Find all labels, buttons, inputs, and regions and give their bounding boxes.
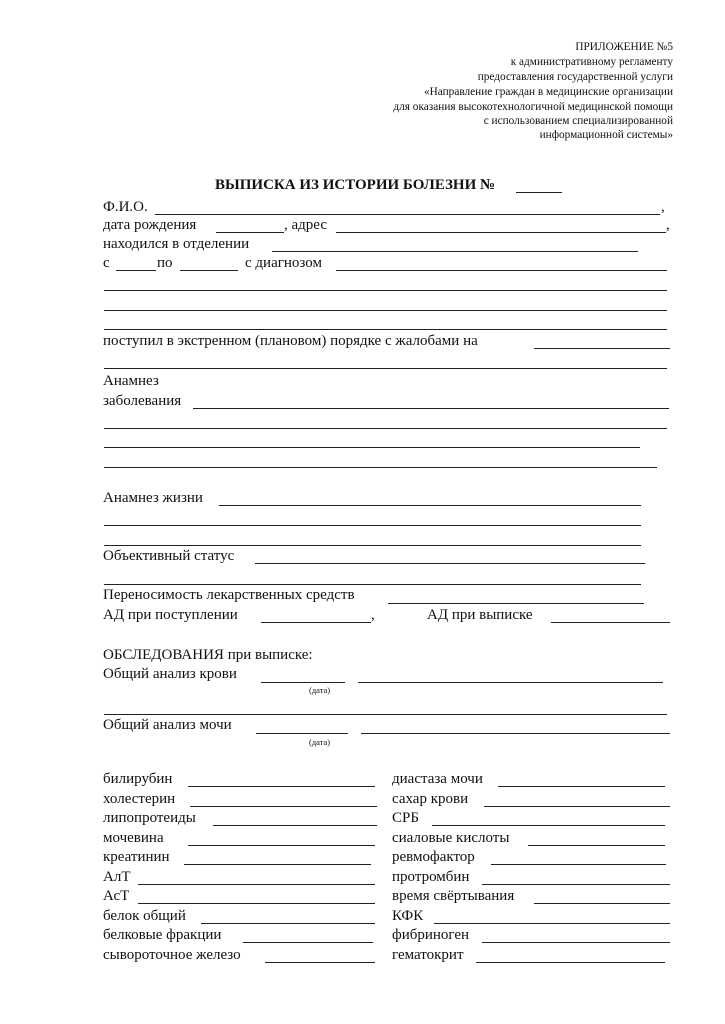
address-label: , адрес [284,217,327,233]
lab-field[interactable] [482,884,670,885]
lab-field[interactable] [184,864,371,865]
lab-label: КФК [392,908,424,924]
lab-field[interactable] [190,806,377,807]
address-field[interactable] [336,232,666,233]
lab-label: креатинин [103,849,170,865]
exams-heading: ОБСЛЕДОВАНИЯ при выписке: [103,647,313,663]
lab-label: липопротеиды [103,810,196,826]
lab-label: фибриноген [392,927,470,943]
admitted-label: поступил в экстренном (плановом) порядке с жалобами на [103,333,478,349]
urine-test-result-field[interactable] [361,733,670,734]
lab-field[interactable] [534,903,670,904]
document-number-field[interactable] [516,192,562,193]
drug-tolerance-label: Переносимость лекарственных средств [103,587,355,603]
lab-label: ревмофактор [392,849,475,865]
lab-field[interactable] [432,825,665,826]
lab-field[interactable] [434,923,670,924]
document-title: ВЫПИСКА ИЗ ИСТОРИИ БОЛЕЗНИ № [215,177,496,193]
lab-label: белковые фракции [103,927,222,943]
date-caption: (дата) [309,737,331,747]
objective-status-label: Объективный статус [103,548,235,564]
anamnesis-label: Анамнез [103,373,159,389]
lab-field[interactable] [484,806,670,807]
comma: , [371,607,375,623]
lab-label: сахар крови [392,791,469,807]
department-label: находился в отделении [103,236,250,252]
lab-label: время свёртывания [392,888,515,904]
lab-field[interactable] [491,864,666,865]
anamnesis-line[interactable] [104,428,667,429]
lab-field[interactable] [498,786,665,787]
to-date-field[interactable] [180,270,238,271]
lab-label: белок общий [103,908,186,924]
lab-field[interactable] [482,942,670,943]
complaints-line[interactable] [104,368,667,369]
objective-status-line[interactable] [104,584,641,585]
objective-status-field[interactable] [255,563,645,564]
from-date-field[interactable] [116,270,156,271]
birth-date-field[interactable] [216,232,284,233]
life-anamnesis-label: Анамнез жизни [103,490,203,506]
anamnesis-line[interactable] [104,447,640,448]
diagnosis-line[interactable] [104,329,667,330]
header-line: «Направление граждан в медицинские организации [423,86,673,98]
life-anamnesis-line[interactable] [104,525,641,526]
lab-label: билирубин [103,771,173,787]
header-line: предоставления государственной услуги [477,71,673,83]
anamnesis-field[interactable] [193,408,669,409]
anamnesis-label-cont: заболевания [103,393,182,409]
urine-test-label: Общий анализ мочи [103,717,232,733]
fio-label: Ф.И.О. [103,199,148,215]
lab-field[interactable] [213,825,377,826]
diagnosis-line[interactable] [104,290,667,291]
life-anamnesis-field[interactable] [219,505,641,506]
diagnosis-field[interactable] [336,270,667,271]
lab-label: сывороточное железо [103,947,241,963]
diagnosis-label: с диагнозом [245,255,322,271]
from-label: с [103,255,110,271]
lab-field[interactable] [201,923,375,924]
bp-discharge-field[interactable] [551,622,670,623]
blood-test-date-field[interactable] [261,682,345,683]
bp-admission-field[interactable] [261,622,371,623]
drug-tolerance-field[interactable] [388,603,644,604]
lab-label: АсТ [103,888,130,904]
date-caption: (дата) [309,685,331,695]
header-line: к административному регламенту [510,56,673,68]
lab-field[interactable] [138,884,375,885]
urine-test-date-field[interactable] [256,733,348,734]
comma: , [661,199,665,215]
blood-test-line[interactable] [104,714,667,715]
appendix-number: ПРИЛОЖЕНИЕ №5 [575,41,673,53]
comma: , [666,217,670,233]
lab-field[interactable] [188,845,375,846]
blood-test-result-field[interactable] [358,682,663,683]
header-line: для оказания высокотехнологичной медицинской помощи [393,101,673,113]
lab-field[interactable] [265,962,375,963]
lab-label: АлТ [103,869,131,885]
lab-label: холестерин [103,791,176,807]
lab-field[interactable] [188,786,375,787]
blood-test-label: Общий анализ крови [103,666,237,682]
lab-label: диастаза мочи [392,771,483,787]
life-anamnesis-line[interactable] [104,545,641,546]
lab-field[interactable] [138,903,375,904]
complaints-field[interactable] [534,348,670,349]
lab-field[interactable] [243,942,373,943]
header-line: с использованием специализированной [483,115,673,127]
lab-label: протромбин [392,869,470,885]
bp-discharge-label: АД при выписке [427,607,533,623]
lab-label: мочевина [103,830,164,846]
fio-field[interactable] [155,214,660,215]
lab-field[interactable] [528,845,665,846]
anamnesis-line[interactable] [104,467,657,468]
header-line: информационной системы» [539,129,673,141]
department-field[interactable] [272,251,638,252]
birth-date-label: дата рождения [103,217,197,233]
lab-label: СРБ [392,810,419,826]
to-label: по [157,255,173,271]
diagnosis-line[interactable] [104,310,667,311]
lab-field[interactable] [476,962,665,963]
lab-label: сиаловые кислоты [392,830,510,846]
lab-label: гематокрит [392,947,464,963]
bp-admission-label: АД при поступлении [103,607,238,623]
